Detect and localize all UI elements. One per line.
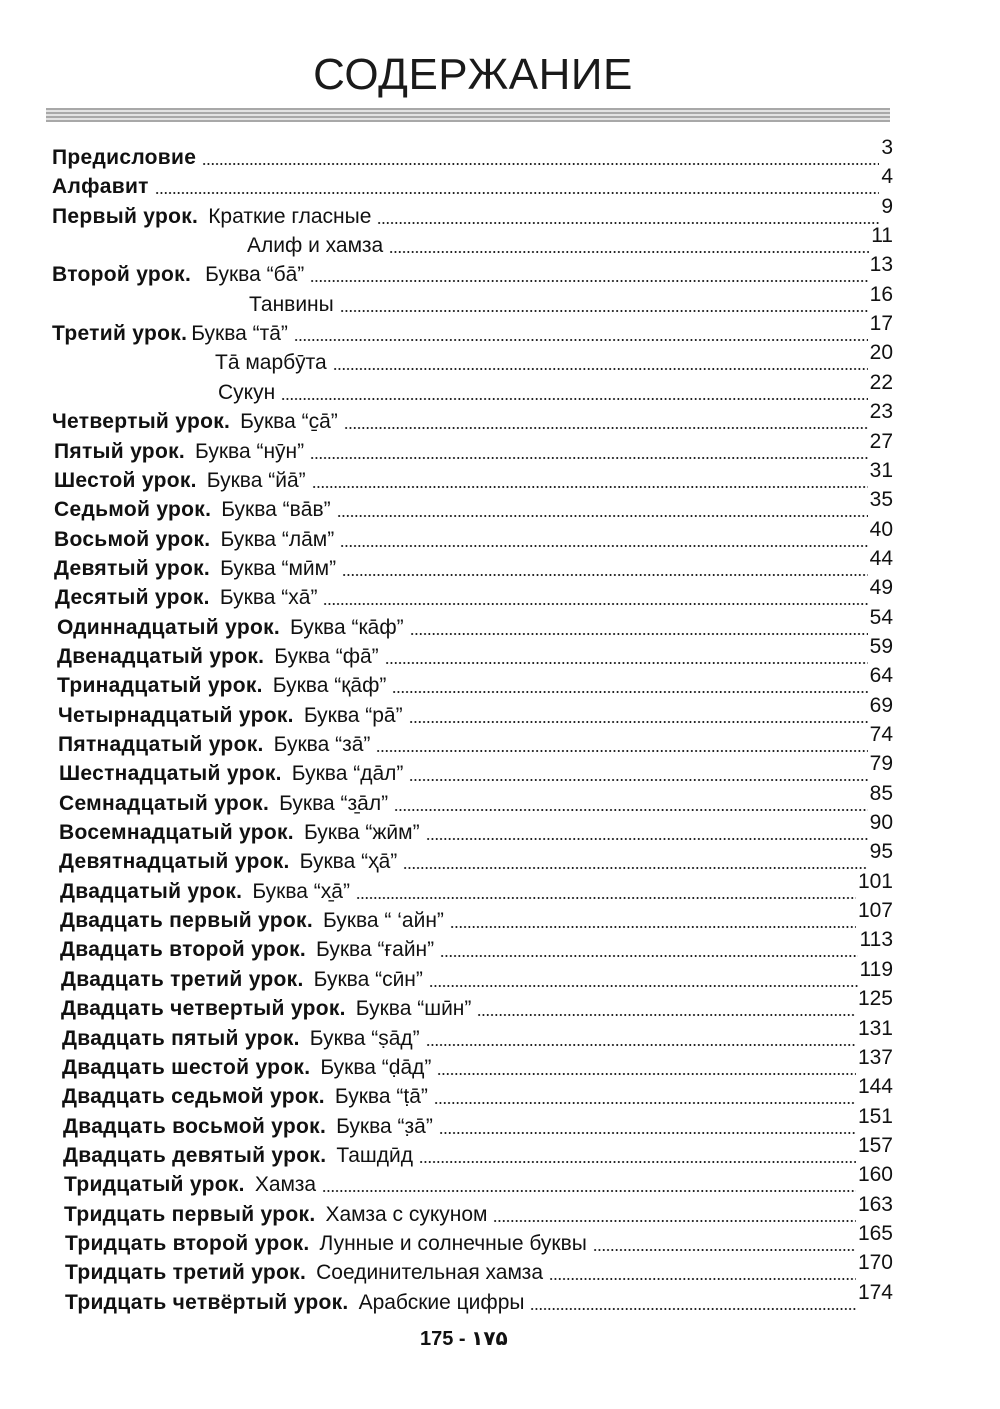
toc-topic: Буква “c̱ā”	[240, 410, 338, 433]
dot-leader	[426, 1044, 856, 1046]
toc-entry	[57, 606, 893, 640]
toc-lesson-label: Восемнадцатый урок.	[59, 821, 294, 844]
toc-topic: Буква “ ‘айн”	[322, 909, 444, 932]
toc-topic: Буква “мӣм”	[220, 557, 337, 580]
toc-topic: Буква “нӯн”	[195, 440, 305, 463]
toc-topic: Буква “вāв”	[221, 498, 331, 521]
toc-entry	[52, 165, 893, 199]
toc-page-number: 64	[869, 664, 893, 687]
toc-entry	[59, 782, 893, 816]
toc-topic: Арабские цифры	[358, 1291, 525, 1314]
toc-page-number: 31	[869, 459, 893, 482]
dot-leader	[429, 985, 858, 987]
toc-page-number: 113	[859, 928, 893, 951]
toc-topic: Буква “з̱āл”	[279, 792, 389, 815]
toc-page-number: 74	[869, 723, 893, 746]
dot-leader	[342, 574, 868, 576]
toc-lesson-label: Двадцать шестой урок.	[62, 1056, 311, 1079]
dot-leader	[356, 897, 856, 899]
dot-leader	[376, 750, 867, 752]
toc-lesson-label: Тридцать третий урок.	[65, 1261, 307, 1284]
dot-leader	[409, 779, 867, 781]
toc-page-number: 174	[857, 1281, 893, 1304]
toc-entry	[52, 312, 893, 346]
dot-leader	[394, 809, 868, 811]
toc-lesson-label: Второй урок.	[52, 263, 192, 286]
toc-entry	[215, 341, 893, 375]
toc-topic: Хамза с сукуном	[325, 1203, 488, 1226]
toc-entry	[54, 518, 893, 552]
toc-lesson-label: Тридцать четвёртый урок.	[65, 1291, 349, 1314]
dot-leader	[344, 427, 868, 429]
toc-lesson-label: Алфавит	[52, 175, 149, 198]
toc-page-number: 9	[881, 195, 893, 218]
toc-page-number: 160	[857, 1163, 893, 1186]
toc-entry	[62, 1046, 893, 1080]
toc-page-number: 13	[869, 253, 893, 276]
toc-lesson-label: Девятый урок.	[54, 557, 211, 580]
toc-lesson-label: Четырнадцатый урок.	[58, 704, 294, 727]
dot-leader	[337, 515, 868, 517]
toc-page-number: 59	[869, 635, 893, 658]
dot-leader	[549, 1278, 856, 1280]
toc-topic: Буква “з̣ā”	[336, 1115, 433, 1138]
toc-topic: Ташдӣд	[336, 1144, 413, 1167]
toc-topic: Буква “х̱ā”	[252, 880, 350, 903]
toc-entry	[60, 928, 893, 962]
dot-leader	[477, 1014, 856, 1016]
toc-lesson-label: Десятый урок.	[55, 586, 210, 609]
toc-page-number: 69	[869, 694, 893, 717]
toc-page-number: 11	[871, 224, 893, 247]
toc-lesson-label: Двадцать девятый урок.	[63, 1144, 327, 1167]
toc-page-number: 144	[857, 1075, 893, 1098]
toc-lesson-label: Двадцать первый урок.	[60, 909, 313, 932]
toc-page-number: 107	[857, 899, 893, 922]
toc-page-number: 23	[869, 400, 893, 423]
toc-lesson-label: Тринадцатый урок.	[57, 674, 263, 697]
dot-leader	[409, 721, 868, 723]
toc-page-number: 119	[859, 958, 893, 981]
dot-leader	[426, 838, 868, 840]
toc-entry	[62, 1075, 893, 1109]
dot-leader	[155, 192, 880, 194]
toc-lesson-label: Двадцать второй урок.	[60, 938, 307, 961]
dot-leader	[493, 1220, 855, 1222]
toc-topic: Тā марбӯта	[215, 351, 327, 374]
dot-leader	[340, 310, 868, 312]
toc-entry	[54, 430, 893, 464]
dot-leader	[450, 926, 856, 928]
toc-page-number: 49	[869, 576, 893, 599]
toc-entry	[54, 459, 893, 493]
page-number-footer: 175 - ۱۷۵	[420, 1328, 508, 1350]
toc-topic: Буква “ṭā”	[334, 1085, 428, 1108]
toc-lesson-label: Пятый урок.	[54, 440, 186, 463]
toc-page-number: 27	[869, 430, 893, 453]
toc-page-number: 95	[869, 840, 893, 863]
toc-topic: Соединительная хамза	[316, 1261, 543, 1284]
toc-entry	[57, 635, 893, 669]
dot-leader	[340, 545, 867, 547]
toc-entry	[218, 371, 893, 405]
toc-entry	[63, 1134, 893, 1168]
toc-page-number: 35	[869, 488, 893, 511]
toc-entry	[59, 840, 893, 874]
dot-leader	[392, 691, 867, 693]
dot-leader	[322, 1190, 856, 1192]
toc-lesson-label: Двадцать пятый урок.	[62, 1027, 300, 1050]
toc-page-number: 101	[857, 870, 893, 893]
dot-leader	[281, 398, 867, 400]
toc-lesson-label: Двадцать четвертый урок.	[61, 997, 346, 1020]
dot-leader	[437, 1073, 856, 1075]
toc-topic: Буква “зā”	[273, 733, 371, 756]
toc-lesson-label: Девятнадцатый урок.	[59, 850, 290, 873]
toc-page-number: 85	[869, 782, 893, 805]
dot-leader	[310, 280, 867, 282]
toc-lesson-label: Двадцатый урок.	[60, 880, 243, 903]
toc-entry	[52, 400, 893, 434]
toc-entry	[60, 870, 893, 904]
toc-page-number: 22	[869, 371, 893, 394]
toc-entry	[62, 1017, 893, 1051]
toc-entry	[64, 1163, 893, 1197]
toc-topic: Хамза	[254, 1173, 317, 1196]
toc-entry	[52, 195, 893, 229]
toc-lesson-label: Двадцать восьмой урок.	[63, 1115, 327, 1138]
toc-page-number: 151	[857, 1105, 893, 1128]
dot-leader	[439, 1132, 856, 1134]
toc-topic: Буква “ṣāд”	[309, 1027, 420, 1050]
toc-page-number: 3	[881, 136, 893, 159]
toc-entry	[61, 987, 893, 1021]
toc-topic: Буква “ḍāд”	[320, 1056, 432, 1079]
toc-page-number: 44	[869, 547, 893, 570]
toc-lesson-label: Четвертый урок.	[52, 410, 231, 433]
dot-leader	[310, 457, 868, 459]
toc-lesson-label: Двенадцатый урок.	[57, 645, 265, 668]
toc-lesson-label: Двадцать седьмой урок.	[62, 1085, 325, 1108]
toc-entry	[247, 224, 893, 258]
toc-lesson-label: Третий урок.	[52, 322, 188, 345]
toc-page-number: 40	[869, 518, 893, 541]
toc-page-number: 131	[857, 1017, 893, 1040]
toc-page-number: 137	[857, 1046, 893, 1069]
toc-lesson-label: Шестой урок.	[54, 469, 197, 492]
toc-topic: Буква “хā”	[219, 586, 318, 609]
toc-entry	[58, 694, 893, 728]
toc-topic: Буква “жӣм”	[303, 821, 420, 844]
toc-lesson-label: Седьмой урок.	[54, 498, 212, 521]
toc-entry	[249, 283, 893, 317]
dot-leader	[333, 368, 868, 370]
toc-page-number: 165	[857, 1222, 893, 1245]
dot-leader	[593, 1249, 856, 1251]
toc-entry	[54, 547, 893, 581]
toc-lesson-label: Одиннадцатый урок.	[57, 616, 281, 639]
toc-lesson-label: Тридцать второй урок.	[65, 1232, 310, 1255]
dot-leader	[410, 633, 868, 635]
toc-topic: Алиф и хамза	[247, 234, 384, 257]
toc-topic: Буква “қāф”	[272, 674, 387, 697]
toc-page-number: 157	[857, 1134, 893, 1157]
toc-entry	[65, 1251, 893, 1285]
toc-lesson-label: Двадцать третий урок.	[61, 968, 304, 991]
dot-leader	[323, 603, 867, 605]
toc-topic: Танвины	[249, 293, 334, 316]
toc-topic: Буква “тā”	[191, 322, 288, 345]
toc-topic: Буква “лāм”	[220, 528, 335, 551]
toc-topic: Краткие гласные	[208, 205, 372, 228]
dot-leader	[377, 222, 879, 224]
dot-leader	[419, 1161, 856, 1163]
toc-lesson-label: Восьмой урок.	[54, 528, 211, 551]
dot-leader	[530, 1308, 855, 1310]
toc-entry	[65, 1281, 893, 1315]
toc-lesson-label: Тридцать первый урок.	[64, 1203, 316, 1226]
dot-leader	[385, 662, 868, 664]
dot-leader	[434, 1102, 856, 1104]
toc-entry	[52, 136, 893, 170]
toc-lesson-label: Семнадцатый урок.	[59, 792, 270, 815]
toc-lesson-label: Тридцатый урок.	[64, 1173, 245, 1196]
toc-topic: Буква “ҳā”	[299, 850, 398, 873]
toc-topic: Буква “рā”	[303, 704, 403, 727]
toc-topic: Лунные и солнечные буквы	[319, 1232, 587, 1255]
toc-lesson-label: Шестнадцатый урок.	[59, 762, 282, 785]
dot-leader	[312, 486, 868, 488]
toc-topic: Буква “шӣн”	[355, 997, 472, 1020]
toc-entry	[60, 899, 893, 933]
toc-entry	[55, 576, 893, 610]
dot-leader	[389, 251, 869, 253]
toc-lesson-label: Предисловие	[52, 146, 197, 169]
toc-topic: Сукун	[218, 381, 276, 404]
dot-leader	[403, 867, 867, 869]
toc-entry	[58, 723, 893, 757]
toc-topic: Буква “бā”	[205, 263, 305, 286]
toc-topic: Буква “йā”	[206, 469, 306, 492]
toc-page-number: 90	[869, 811, 893, 834]
toc-entry	[65, 1222, 893, 1256]
toc-entry	[52, 253, 893, 287]
toc-entry	[61, 958, 893, 992]
dot-leader	[202, 163, 879, 165]
toc-topic: Буква “фā”	[274, 645, 379, 668]
dot-leader	[294, 339, 868, 341]
toc-entry	[57, 664, 893, 698]
toc-lesson-label: Первый урок.	[52, 205, 199, 228]
toc-entry	[64, 1193, 893, 1227]
toc-page-number: 54	[869, 606, 893, 629]
page-title: СОДЕРЖАНИЕ	[313, 50, 633, 99]
toc-page-number: 4	[881, 165, 893, 188]
toc-entry	[59, 811, 893, 845]
toc-page-number: 17	[869, 312, 893, 335]
toc-entry	[63, 1105, 893, 1139]
toc-page-number: 79	[869, 752, 893, 775]
toc-topic: Буква “дāл”	[291, 762, 404, 785]
toc-lesson-label: Пятнадцатый урок.	[58, 733, 264, 756]
toc-page-number: 20	[869, 341, 893, 364]
toc-page-number: 163	[857, 1193, 893, 1216]
toc-entry	[54, 488, 893, 522]
toc-topic: Буква “ғайн”	[316, 938, 435, 961]
toc-page-number: 16	[869, 283, 893, 306]
toc-topic: Буква “кāф”	[290, 616, 404, 639]
toc-page-number: 170	[857, 1251, 893, 1274]
dot-leader	[440, 955, 857, 957]
toc-entry	[59, 752, 893, 786]
toc-topic: Буква “сӣн”	[313, 968, 423, 991]
toc-page-number: 125	[857, 987, 893, 1010]
